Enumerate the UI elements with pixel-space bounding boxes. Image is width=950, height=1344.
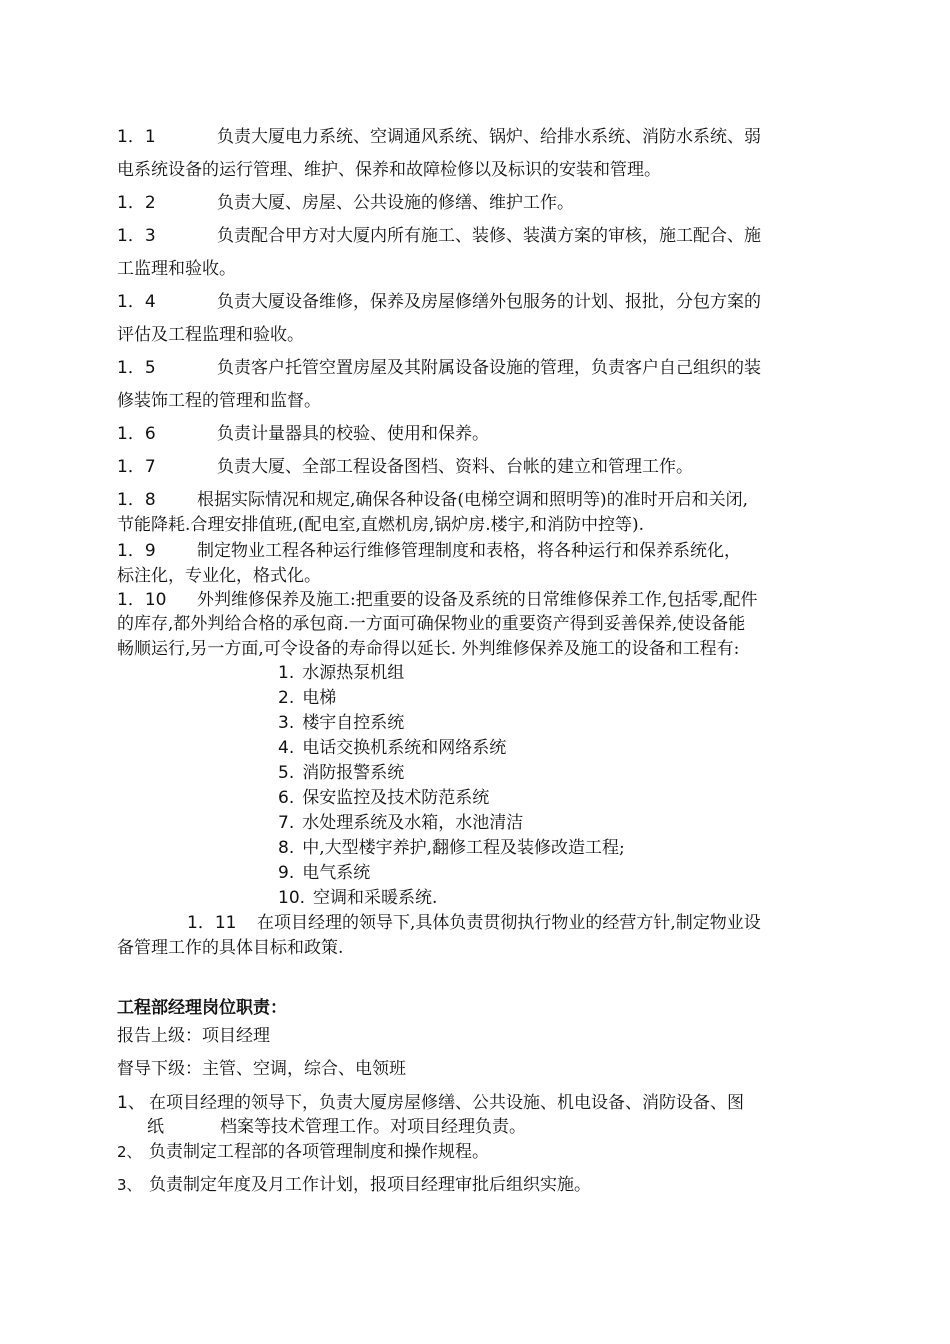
section-number: 1．7 bbox=[117, 457, 156, 477]
section-1-7 bbox=[117, 457, 693, 477]
list-item-number: 4. bbox=[278, 738, 295, 758]
section-text: 在项目经理的领导下,具体负责贯彻执行物业的经营方针,制定物业设 bbox=[257, 913, 761, 933]
list-item-number: 1. bbox=[278, 663, 295, 683]
section-text: 负责大厦设备维修，保养及房屋修缮外包服务的计划、报批，分包方案的 bbox=[217, 292, 761, 312]
section-number: 1．10 bbox=[117, 590, 167, 610]
section-1-10 bbox=[117, 590, 758, 610]
section-1-4 bbox=[117, 292, 761, 312]
list-item-number: 7. bbox=[278, 813, 295, 833]
duty-1-continuation bbox=[147, 1117, 526, 1137]
section-1-1-continuation: 电系统设备的运行管理、维护、保养和故障检修以及标识的安装和管理。 bbox=[117, 160, 661, 180]
list-item-text: 空调和采暖系统. bbox=[313, 888, 438, 908]
section-1-11 bbox=[187, 913, 761, 933]
duty-3 bbox=[117, 1175, 591, 1195]
section-1-10-continuation-2: 畅顺运行,另一方面,可令设备的寿命得以延长. 外判维修保养及施工的设备和工程有: bbox=[117, 639, 740, 659]
section-number: 1．11 bbox=[187, 913, 237, 933]
section-number: 1．9 bbox=[117, 541, 156, 561]
section-1-11-continuation: 备管理工作的具体目标和政策. bbox=[117, 938, 344, 958]
section-text: 负责配合甲方对大厦内所有施工、装修、装潢方案的审核，施工配合、施 bbox=[217, 226, 761, 246]
list-item-number: 10. bbox=[278, 888, 306, 908]
list-item-number: 5. bbox=[278, 763, 295, 783]
section-1-8-continuation: 节能降耗.合理安排值班,(配电室,直燃机房,锅炉房.楼宇,和消防中控等). bbox=[117, 515, 645, 535]
duty-2 bbox=[117, 1142, 489, 1162]
section-text: 负责计量器具的校验、使用和保养。 bbox=[217, 424, 489, 444]
section-text: 制定物业工程各种运行维修管理制度和表格，将各种运行和保养系统化， bbox=[197, 541, 741, 561]
list-item-text: 电气系统 bbox=[302, 863, 371, 883]
section-1-5-continuation: 修装饰工程的管理和监督。 bbox=[117, 391, 321, 411]
list-item-text: 电话交换机系统和网络系统 bbox=[302, 738, 507, 758]
list-item bbox=[278, 813, 523, 833]
section-1-3-continuation: 工监理和验收。 bbox=[117, 259, 236, 279]
list-item bbox=[278, 663, 404, 683]
list-item bbox=[278, 788, 489, 808]
section-1-3 bbox=[117, 226, 761, 246]
section-1-5 bbox=[117, 358, 761, 378]
section-text: 负责客户托管空置房屋及其附属设备设施的管理，负责客户自己组织的装 bbox=[217, 358, 761, 378]
report-to: 报告上级：项目经理 bbox=[117, 1026, 270, 1046]
list-item-text: 楼宇自控系统 bbox=[302, 713, 405, 733]
list-item-number: 9. bbox=[278, 863, 295, 883]
list-item bbox=[278, 688, 336, 708]
supervise: 督导下级：主管、空调，综合、电领班 bbox=[117, 1059, 406, 1079]
list-item bbox=[278, 863, 370, 883]
duty-text: 负责制定年度及月工作计划，报项目经理审批后组织实施。 bbox=[149, 1175, 591, 1195]
section-1-4-continuation: 评估及工程监理和验收。 bbox=[117, 325, 304, 345]
duty-text-part: 档案等技术管理工作。对项目经理负责。 bbox=[220, 1117, 526, 1137]
list-item-number: 8. bbox=[278, 838, 295, 858]
section-heading: 工程部经理岗位职责： bbox=[117, 998, 287, 1018]
list-item bbox=[278, 713, 404, 733]
section-number: 1．1 bbox=[117, 127, 156, 147]
duty-text: 负责制定工程部的各项管理制度和操作规程。 bbox=[149, 1142, 489, 1162]
list-item-number: 3. bbox=[278, 713, 295, 733]
duty-1 bbox=[117, 1093, 744, 1113]
section-number: 1．6 bbox=[117, 424, 156, 444]
duty-text-part: 纸 bbox=[147, 1117, 164, 1137]
list-item bbox=[278, 763, 404, 783]
section-1-8 bbox=[117, 490, 748, 510]
list-item-number: 2. bbox=[278, 688, 295, 708]
section-1-2 bbox=[117, 193, 574, 213]
list-item-text: 水源热泵机组 bbox=[302, 663, 405, 683]
section-1-1 bbox=[117, 127, 761, 147]
section-text: 负责大厦电力系统、空调通风系统、锅炉、给排水系统、消防水系统、弱 bbox=[217, 127, 761, 147]
duty-number: 1、 bbox=[117, 1093, 145, 1113]
section-1-9 bbox=[117, 541, 741, 561]
section-text: 外判维修保养及施工:把重要的设备及系统的日常维修保养工作,包括零,配件 bbox=[197, 590, 758, 610]
section-number: 1．3 bbox=[117, 226, 156, 246]
list-item bbox=[278, 888, 437, 908]
list-item-text: 电梯 bbox=[302, 688, 337, 708]
list-item bbox=[278, 738, 506, 758]
section-1-6 bbox=[117, 424, 489, 444]
section-number: 1．8 bbox=[117, 490, 156, 510]
duty-number: 2、 bbox=[117, 1143, 142, 1161]
section-1-10-continuation-1: 的库存,都外判给合格的承包商.一方面可确保物业的重要资产得到妥善保养,使设备能 bbox=[117, 614, 746, 634]
section-text: 根据实际情况和规定,确保各种设备(电梯空调和照明等)的准时开启和关闭, bbox=[197, 490, 749, 510]
duty-number: 3、 bbox=[117, 1176, 142, 1194]
section-number: 1．4 bbox=[117, 292, 156, 312]
section-number: 1．5 bbox=[117, 358, 156, 378]
list-item-text: 消防报警系统 bbox=[302, 763, 405, 783]
list-item-number: 6. bbox=[278, 788, 295, 808]
section-text: 负责大厦、全部工程设备图档、资料、台帐的建立和管理工作。 bbox=[217, 457, 693, 477]
list-item bbox=[278, 838, 625, 858]
duty-text: 在项目经理的领导下，负责大厦房屋修缮、公共设施、机电设备、消防设备、图 bbox=[149, 1093, 744, 1113]
list-item-text: 水处理系统及水箱，水池清洁 bbox=[302, 813, 524, 833]
list-item-text: 保安监控及技术防范系统 bbox=[302, 788, 490, 808]
section-1-9-continuation: 标注化，专业化，格式化。 bbox=[117, 566, 321, 586]
section-text: 负责大厦、房屋、公共设施的修缮、维护工作。 bbox=[217, 193, 574, 213]
section-number: 1．2 bbox=[117, 193, 156, 213]
list-item-text: 中,大型楼宇养护,翻修工程及装修改造工程; bbox=[302, 838, 625, 858]
